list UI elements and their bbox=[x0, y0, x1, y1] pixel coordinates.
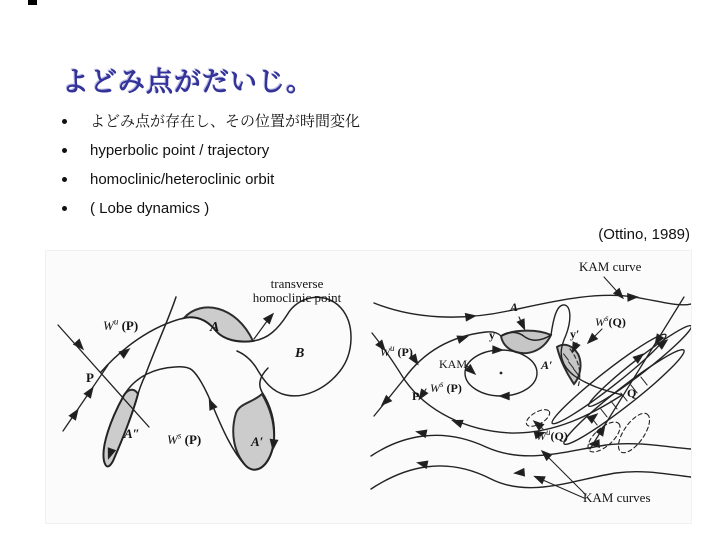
bullet-text: hyperbolic point / trajectory bbox=[90, 142, 270, 159]
bullet-dot bbox=[62, 206, 67, 211]
label-lobe-a-prime: A′ bbox=[251, 434, 264, 449]
label-ws-p-left: $W^s$ (P) bbox=[167, 430, 202, 447]
label-point-q: Q bbox=[627, 386, 637, 400]
label-wu-p-left: $W^u$ (P) bbox=[103, 316, 139, 333]
bullet-text: よどみ点が存在し、その位置が時間変化 bbox=[90, 113, 361, 130]
label-lobe-a-prime-right: A′ bbox=[541, 358, 553, 372]
label-lobe-a-dprime: A″ bbox=[124, 426, 140, 441]
annotation-transverse-homoclinic-point: transverse homoclinic point bbox=[252, 276, 342, 305]
label-ws-q: $W^s(Q)$ bbox=[595, 313, 626, 329]
label-region-b: B bbox=[295, 346, 305, 361]
left-diagram bbox=[58, 297, 351, 470]
label-kam-curves: KAM curves bbox=[583, 490, 651, 505]
label-point-p-left: P bbox=[86, 370, 94, 385]
label-kam: KAM bbox=[439, 357, 468, 371]
kam-curve-top bbox=[374, 295, 691, 317]
bullet-dot bbox=[62, 148, 67, 153]
label-kam-curve: KAM curve bbox=[579, 259, 642, 274]
bullet-item bbox=[58, 197, 360, 226]
ws-p-outgoing-branch bbox=[374, 379, 404, 416]
right-diagram bbox=[371, 277, 691, 498]
label-point-y: y bbox=[489, 328, 495, 342]
label-ws-p-right: $W^s$ (P) bbox=[430, 379, 462, 395]
figure-scanned-diagrams bbox=[45, 250, 692, 524]
kam-curve-bottom-2 bbox=[371, 466, 691, 489]
bullet-dot bbox=[62, 177, 67, 182]
bullet-text: homoclinic/heteroclinic orbit bbox=[90, 171, 275, 188]
bullet-text: ( Lobe dynamics ) bbox=[90, 200, 210, 217]
label-wu-p-right: $W^u$ (P) bbox=[380, 343, 413, 359]
diagrams-svg bbox=[46, 251, 691, 523]
bullet-item bbox=[58, 139, 360, 168]
label-lobe-a-right: A bbox=[510, 300, 519, 314]
stretched-lobe bbox=[547, 328, 670, 429]
bullet-list bbox=[58, 110, 360, 226]
citation: (Ottino, 1989) bbox=[598, 226, 690, 243]
label-point-p-right: P bbox=[412, 389, 420, 403]
label-lobe-a: A bbox=[210, 320, 220, 335]
kam-curve-bottom-1 bbox=[371, 435, 691, 456]
kam-curves-label-leader bbox=[543, 452, 586, 495]
slide-title: よどみ点がだいじ。 bbox=[62, 67, 314, 98]
elliptic-center-dot bbox=[500, 372, 503, 375]
slide-corner-mark bbox=[28, 0, 37, 5]
bullet-item bbox=[58, 168, 360, 197]
label-point-y-prime: y′ bbox=[570, 327, 580, 341]
bullet-item bbox=[58, 110, 360, 139]
bullet-dot bbox=[62, 119, 67, 124]
label-wu-q: $W^u(Q)$ bbox=[536, 427, 568, 443]
